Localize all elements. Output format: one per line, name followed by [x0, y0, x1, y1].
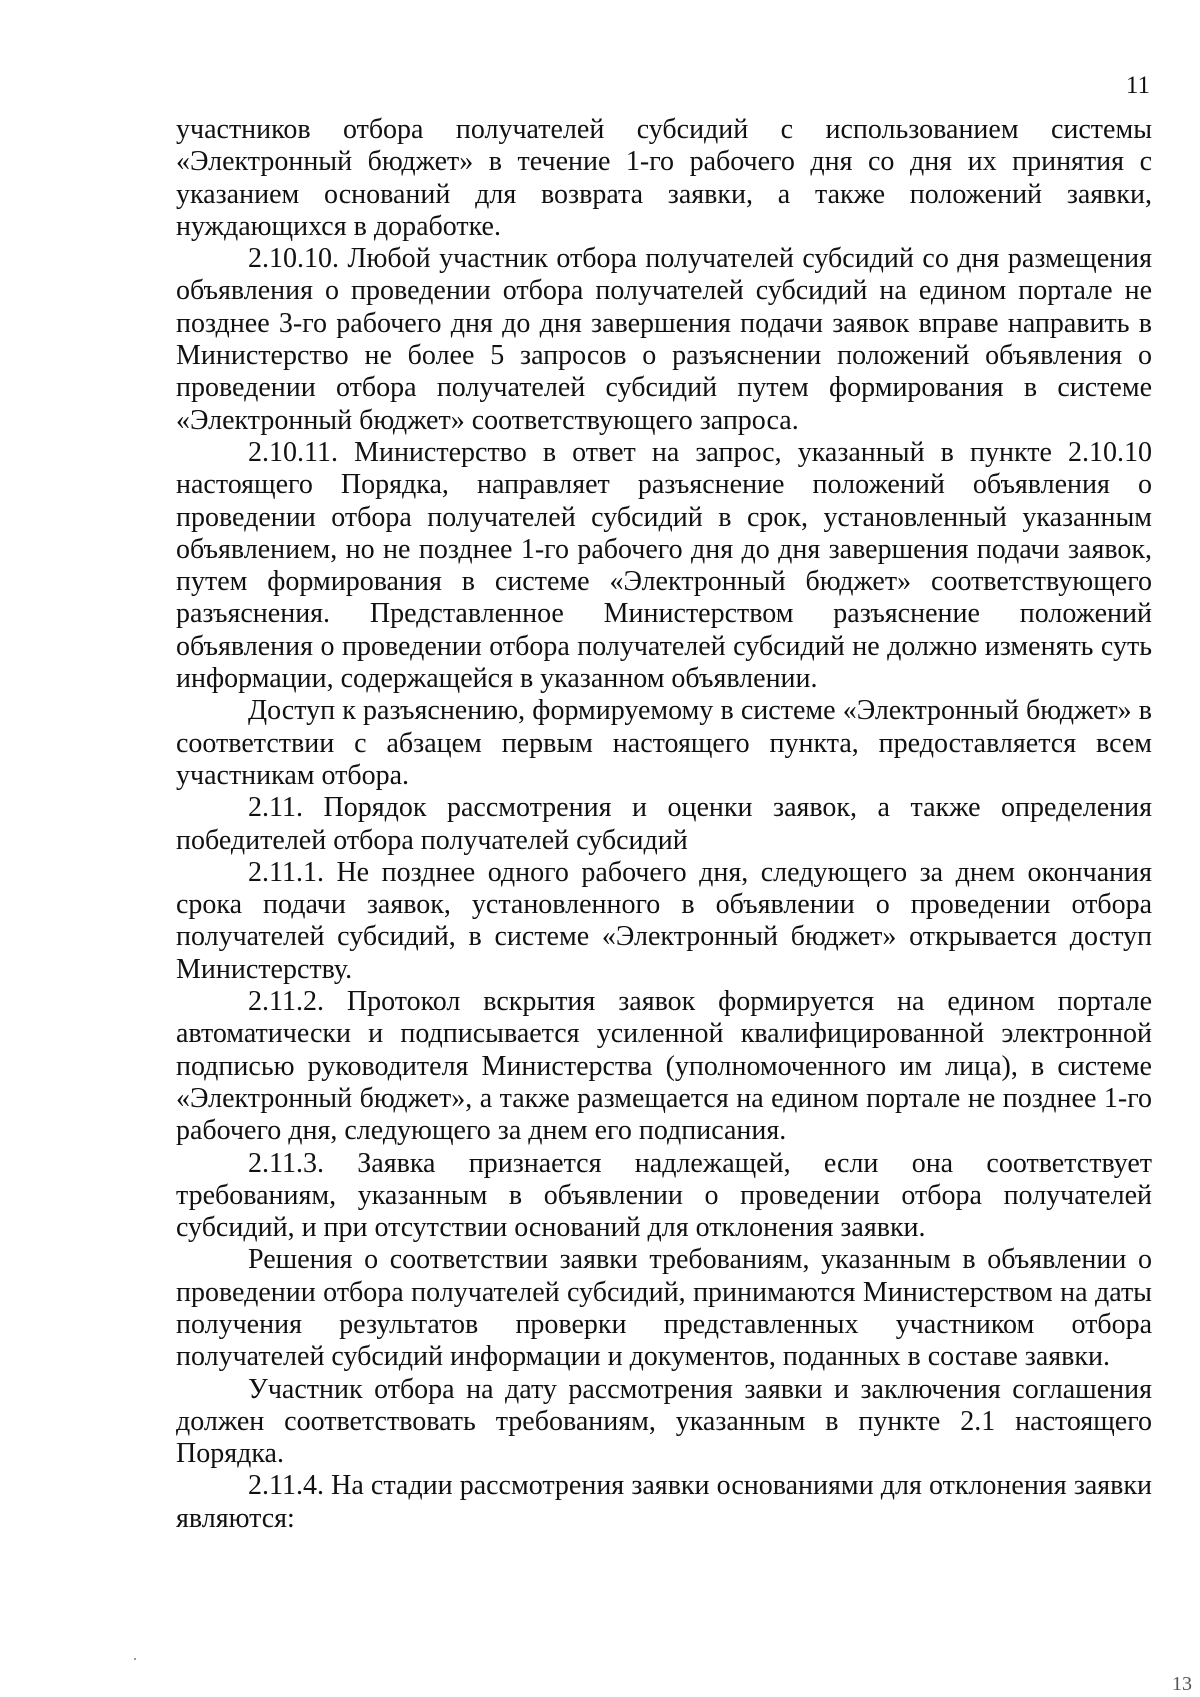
- paragraph-2-11-4: 2.11.4. На стадии рассмотрения заявки основаниями для отклонения заявки являются:: [176, 1470, 1152, 1534]
- paragraph-access: Доступ к разъяснению, формируемому в системе «Электронный бюджет» в соответствии с абзацем первым настоящего пункта, предоставляется всем участникам отбора.: [176, 695, 1152, 791]
- corner-page-mark: 13: [1172, 1673, 1192, 1695]
- scan-speck: [134, 1658, 136, 1660]
- paragraph-decisions: Решения о соответствии заявки требованиям, указанным в объявлении о проведении отбора получателей субсидий, принимаются Министерством на даты получения результатов проверки представленных участником отбора получателей субсидий информации и документов, поданных в составе заявки.: [176, 1244, 1152, 1373]
- paragraph-2-10-10: 2.10.10. Любой участник отбора получателей субсидий со дня размещения объявления о проведении отбора получателей субсидий на едином портале не позднее 3-го рабочего дня до дня завершения подачи заявок вправе направить в Министерство не более 5 запросов о разъяснении положений объявления о проведении отбора получателей субсидий путем формирования в системе «Электронный бюджет» соответствующего запроса.: [176, 243, 1152, 436]
- paragraph-2-10-11: 2.10.11. Министерство в ответ на запрос, указанный в пункте 2.10.10 настоящего Порядка, направляет разъяснение положений объявления о проведении отбора получателей субсидий в срок, установленный указанным объявлением, но не позднее 1-го рабочего дня до дня завершения подачи заявок, путем формирования в системе «Электронный бюджет» соответствующего разъяснения. Представленное Министерством разъяснение положений объявления о проведении отбора получателей субсидий не должно изменять суть информации, содержащейся в указанном объявлении.: [176, 436, 1152, 695]
- paragraph-2-11-3: 2.11.3. Заявка признается надлежащей, если она соответствует требованиям, указанным в объявлении о проведении отбора получателей субсидий, и при отсутствии оснований для отклонения заявки.: [176, 1147, 1152, 1244]
- paragraph-2-11-1: 2.11.1. Не позднее одного рабочего дня, следующего за днем окончания срока подачи заявок, установленного в объявлении о проведении отбора получателей субсидий, в системе «Электронный бюджет» открывается доступ Министерству.: [176, 856, 1152, 985]
- paragraph-2-11-2: 2.11.2. Протокол вскрытия заявок формируется на едином портале автоматически и подписывается усиленной квалифицированной электронной подписью руководителя Министерства (уполномоченного им лица), в системе «Электронный бюджет», а также размещается на едином портале не позднее 1-го рабочего дня, следующего за днем его подписания.: [176, 986, 1152, 1147]
- document-body: [176, 114, 1152, 1535]
- paragraph-2-11: 2.11. Порядок рассмотрения и оценки заявок, а также определения победителей отбора получателей субсидий: [176, 792, 1152, 856]
- page-number: 11: [1125, 72, 1150, 99]
- paragraph-participant: Участник отбора на дату рассмотрения заявки и заключения соглашения должен соответствовать требованиям, указанным в пункте 2.1 настоящего Порядка.: [176, 1373, 1152, 1470]
- paragraph-1: участников отбора получателей субсидий с использованием системы «Электронный бюджет» в течение 1-го рабочего дня со дня их принятия с указанием оснований для возврата заявки, а также положений заявки, нуждающихся в доработке.: [176, 114, 1152, 242]
